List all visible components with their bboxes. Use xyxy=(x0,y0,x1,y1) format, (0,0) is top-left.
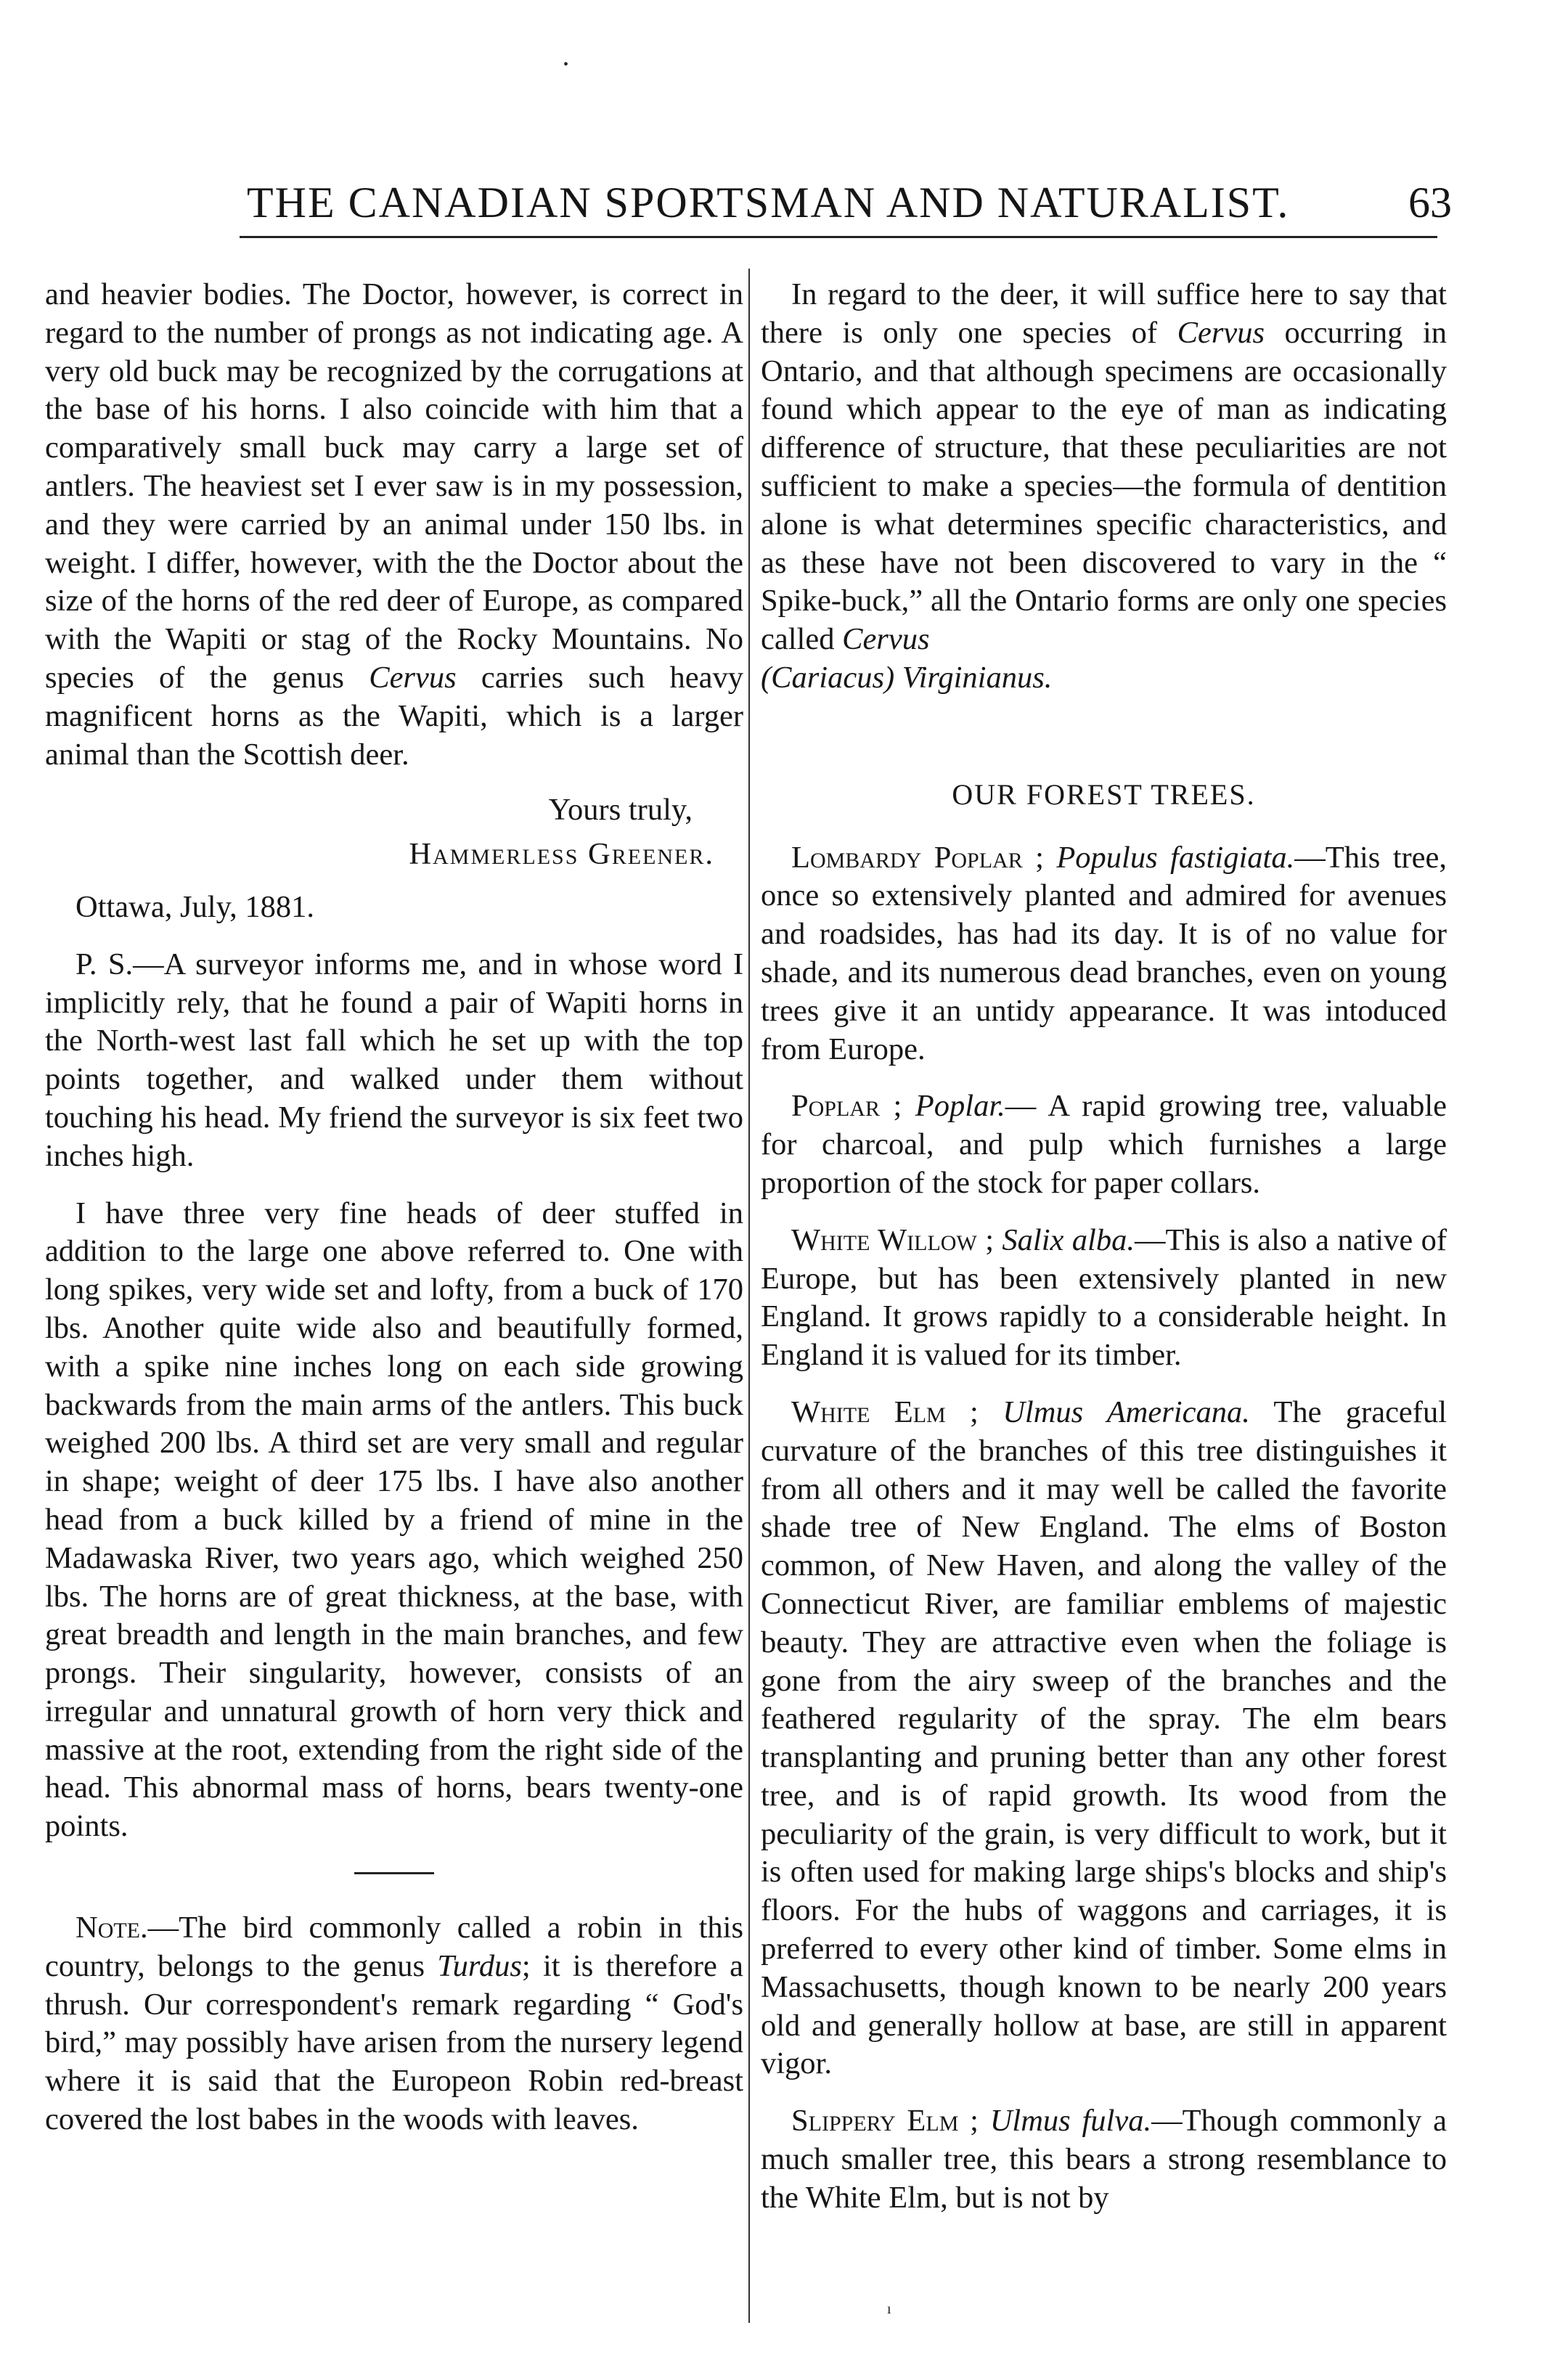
section-rule xyxy=(354,1872,434,1874)
note-text: —The bird commonly called a robin in this country, belongs to the genus xyxy=(45,1911,743,1983)
genus-italic: Cervus xyxy=(842,622,930,657)
tree-name: White Willow xyxy=(791,1222,977,1257)
tree-latin-name: Ulmus fulva. xyxy=(989,2104,1152,2139)
letter-paragraph xyxy=(45,276,743,774)
deer-text: In regard to the deer, it will suffice here to say that there is only one species of xyxy=(761,277,1447,350)
place-date: Ottawa, July, 1881. xyxy=(75,889,314,924)
tree-latin-name: Populus fastigiata. xyxy=(1056,840,1295,875)
tree-entry xyxy=(761,1087,1447,1202)
tree-latin-name: Salix alba. xyxy=(1002,1222,1135,1257)
closing: Yours truly, xyxy=(548,793,693,828)
tree-entries xyxy=(761,839,1447,2218)
tree-description: — A rapid growing tree, valuable for charcoal, and pulp which furnishes a large proportion of the stock for paper collars. xyxy=(761,1089,1447,1200)
print-speck: ı xyxy=(887,2301,891,2317)
letter-text: and heavier bodies. The Doctor, however, is correct in regard to the number of prongs as not indicating age. A very old buck may be recognized by the corrugations at the base of his horns. I also coincide with him that a comparatively small buck may carry a large set of antlers. The heaviest set I ever saw is in my possession, and they were carried by an animal under 150 lbs. in weight. I differ, however, with the the Doctor about the size of the horns of the red deer of Europe, as compared with the Wapiti or stag of the Rocky Mountains. No species of the genus xyxy=(45,277,743,695)
genus-italic: Cervus xyxy=(369,660,457,695)
tree-entry xyxy=(761,1394,1447,2083)
tree-description: —Though commonly a much smaller tree, this bears a strong resemblance to the White Elm, but is not by xyxy=(761,2104,1447,2215)
running-header xyxy=(218,178,1452,243)
tree-description: —This tree, once so extensively planted and admired for avenues and roadsides, has had its day. It is of no value for shade, and its numerous dead branches, even on young trees give it an untidy appearance. It was intoduced from Europe. xyxy=(761,840,1447,1066)
postscript: P. S.—A surveyor informs me, and in whose word I implicitly rely, that he found a pair of Wapiti horns in the North-west last fall which he set up with the top points together, and walked under them without touching his head. My friend the surveyor is six feet two inches high. xyxy=(45,947,743,1173)
right-column xyxy=(761,276,1447,2218)
print-speck: • xyxy=(563,57,569,73)
tree-name: Poplar xyxy=(791,1089,880,1124)
tree-latin-name: Poplar. xyxy=(915,1089,1005,1124)
heads-paragraph: I have three very fine heads of deer stuffed in addition to the large one above referred to. One with long spikes, very wide set and lofty, from a buck of 170 lbs. Another quite wide also and beautifully formed, with a spike nine inches long on each side growing backwards from the main arms of the antlers. This buck weighed 200 lbs. A third set are very small and regular in shape; weight of deer 175 lbs. I have also another head from a buck killed by a friend of mine in the Madawaska River, two years ago, which weighed 250 lbs. The horns are of great thickness, at the base, with great breadth and length in the main branches, and few prongs. Their singularity, however, consists of an irregular and unnatural growth of horn very thick and massive at the root, extending from the right side of the head. This abnormal mass of horns, bears twenty-one points. xyxy=(45,1196,743,1844)
tree-description: The graceful curvature of the branches of this tree distinguishes it from all others and it may well be called the favorite shade tree of New England. The elms of Boston common, of New Haven, and along the valley of the Connecticut River, are familiar emblems of majestic beauty. They are attractive even when the foliage is gone from the airy sweep of the branches and the feathered regularity of the spray. The elm bears transplanting and pruning better than any other forest tree, and is of rapid growth. Its wood from the peculiarity of the grain, is very difficult to work, but it is often used for making large ships's blocks and ship's floors. For the hubs of waggons and carriages, it is preferred to every other kind of timber. Some elms in Massachusetts, though known to be nearly 200 years old and generally hollow at base, are still in apparent vigor. xyxy=(761,1394,1447,2081)
note-genus-italic: Turdus xyxy=(437,1948,522,1983)
genus-italic: Cervus xyxy=(1177,315,1265,350)
tree-name: White Elm xyxy=(791,1394,946,1429)
section-heading: OUR FOREST TREES. xyxy=(952,777,1256,811)
tree-separator: ; xyxy=(958,2104,990,2139)
deer-text-cont: occurring in Ontario, and that although specimens are occasionally found which appear to the eye of man as indicating difference of structure, that these peculiarities are not sufficient to make a species—the formula of dentition alone is what determines specific characteristics, and as these have not been discovered to vary in the “ Spike-buck,” all the Ontario forms are only one species called xyxy=(761,315,1447,657)
tree-separator: ; xyxy=(976,1222,1003,1257)
tree-entry xyxy=(761,2102,1447,2217)
tree-latin-name: Ulmus Americana. xyxy=(1003,1394,1250,1429)
tree-entry xyxy=(761,1222,1447,1375)
tree-name: Lombardy Poplar xyxy=(791,840,1023,875)
tree-separator: ; xyxy=(880,1089,915,1124)
left-column xyxy=(45,276,743,2139)
deer-paragraph xyxy=(761,276,1447,698)
column-divider xyxy=(748,269,750,2323)
note-label: Note. xyxy=(75,1911,148,1945)
tree-description: —This is also a native of Europe, but has been extensively planted in new England. It grows rapidly to a considerable height. In England it is valued for its timber. xyxy=(761,1222,1447,1373)
signature: Hammerless Greener. xyxy=(409,837,714,872)
tree-separator: ; xyxy=(1022,840,1057,875)
tree-name: Slippery Elm xyxy=(791,2104,959,2139)
page-number: 63 xyxy=(1408,179,1452,226)
note-text-end: ; it is therefore a thrush. Our correspondent's remark regarding “ God's bird,” may possibly have arisen from the nursery legend where it is said that the Europeon Robin red-breast covered the lost babes in the woods with leaves. xyxy=(45,1948,743,2137)
journal-title: THE CANADIAN SPORTSMAN AND NATURALIST. xyxy=(247,179,1290,226)
tree-separator: ; xyxy=(945,1394,1003,1429)
header-rule xyxy=(240,236,1437,238)
tree-entry xyxy=(761,839,1447,1069)
species-italic: (Cariacus) Virginianus. xyxy=(761,660,1053,695)
letter-text-end: carries such heavy magnificent horns as the Wapiti, which is a larger animal than the Scottish deer. xyxy=(45,660,743,772)
note-paragraph xyxy=(45,1909,743,2139)
